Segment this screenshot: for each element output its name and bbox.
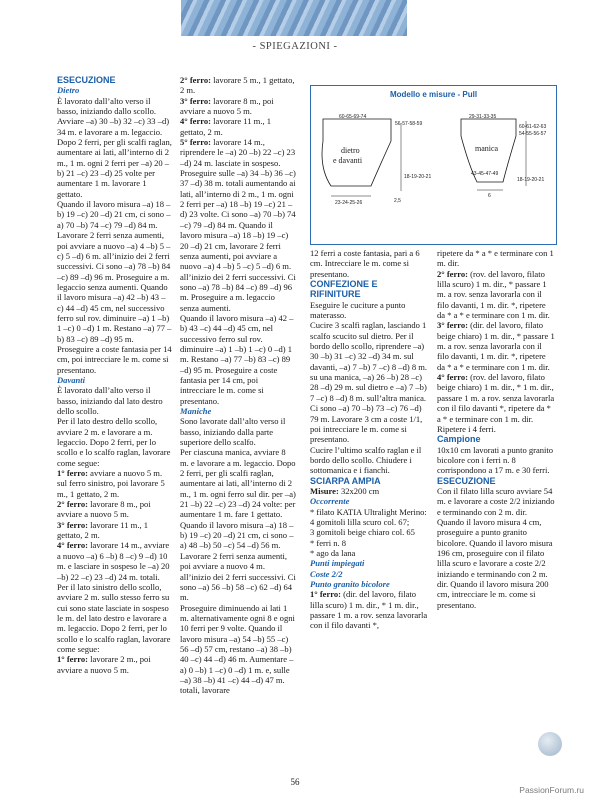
paragraph-text: * filato KATIA Ultralight Merino: xyxy=(310,506,427,517)
paragraph xyxy=(57,582,172,654)
paragraph xyxy=(437,320,555,372)
paragraph xyxy=(180,313,296,406)
paragraph-text: Occorrente xyxy=(310,496,350,507)
paragraph-text: Per ciascuna manica, avviare 8 m. e lavorare a m. legaccio. Dopo 2 ferri, per gli scalfi raglan, aumentare ai lati, all’interno di 2 m., 1 m. ogni ferro sul dir. per –a) 21 –b) 22 –c) 23 –d) 24 volte: per aumentare 1 m. fare 1 gettato. Quando il lavoro misura –a) 18 –b) 19 –c) 20 –d) 21 cm, ci sono –a) 48 –b) 50 –c) 54 –d) 56 m. Lavorare 2 ferri senza aumenti, poi avviare a nuovo 4 m. all’inizio dei 2 ferri successivi. Ci sono –a) 56 –b) 58 –c) 62 –d) 64 m. xyxy=(180,447,296,603)
paragraph xyxy=(57,468,172,499)
paragraph-text: Quando il lavoro misura –a) 18 –b) 19 –c) 20 –d) 21 cm, ci sono –a) 70 –b) 74 –c) 79 –d) 84 m. Lavorare 2 ferri senza aumenti, poi avviare a nuovo –a) 4 –b) 5 –c) 5 –d) 6 m. all’inizio dei 2 ferri successivi. Ci sono –a) 78 –b) 84 –c) 89 –d) 96 m. Proseguire a m. legaccio senza aumenti. Quando il lavoro misura –a) 42 –b) 43 –c) 44 –d) 45 cm, nel successivo ferro sul rov. diminuire –a) 1 –b) 1 –c) 0 –d) 1 m. Restano –a) 77 –b) 83 –c) 89 –d) 95 m. Proseguire a coste fantasia per 14 cm, poi intrecciare le m. come si presentano. xyxy=(57,199,172,375)
paragraph xyxy=(180,447,296,602)
paragraph xyxy=(437,476,555,486)
paragraph xyxy=(180,603,296,696)
row-label: 1° ferro: xyxy=(57,468,89,479)
m-body-side: 18-19-20-21 xyxy=(404,174,432,180)
paragraph xyxy=(180,137,296,168)
paragraph xyxy=(310,300,430,321)
row-label: 3° ferro: xyxy=(57,519,89,530)
paragraph xyxy=(310,517,430,527)
paragraph xyxy=(57,75,172,85)
paragraph xyxy=(310,569,430,579)
paragraph-text: (dir. del lavoro, filato lilla scuro) 1 m. dir., * 1 m. dir., passare 1 m. a rov. senza lavorarla con il filo davanti *, xyxy=(310,589,428,631)
row-label: 2° ferro: xyxy=(57,499,89,510)
paragraph xyxy=(310,320,430,444)
paragraph xyxy=(310,527,430,537)
paragraph-text: Per il lato sinistro dello scollo, avviare 2 m. sullo stesso ferro su cui sono state lasciate in sospeso le m. del lato destro e lavorare a m. legaccio. Dopo 2 ferri, per lo scollo e lo scalfo raglan, lavorare come segue: xyxy=(57,581,171,654)
row-label: 3° ferro: xyxy=(180,95,212,106)
paragraph xyxy=(180,116,296,137)
paragraph-text: * ferri n. 8 xyxy=(310,537,347,548)
paragraph-text: SCIARPA AMPIA xyxy=(310,475,381,486)
paragraph-text: lavorare 11 m., 1 gettato, 2 m. xyxy=(57,519,148,541)
paragraph-text: ESECUZIONE xyxy=(437,475,496,486)
paragraph-text: Maniche xyxy=(180,406,212,416)
paragraph-text: Quando il lavoro misura –a) 42 –b) 43 –c) 44 –d) 45 cm, nel successivo ferro sul rov. diminuire –a) 1 –b) 1 –c) 0 –d) 1 m. Restano –a) 77 –b) 83 –c) 89 –d) 95 m. Proseguire a coste fantasia per 14 cm, poi intrecciare le m. come si presentano. xyxy=(180,312,294,406)
paragraph-text: ripetere da * a * e terminare con 1 m. dir. xyxy=(437,248,554,269)
paragraph xyxy=(57,654,172,675)
row-label: 1° ferro: xyxy=(57,654,89,665)
paragraph xyxy=(57,199,172,375)
paragraph-text: lavorare 2 m., poi avviare a nuovo 5 m. xyxy=(57,654,151,675)
paragraph xyxy=(437,486,555,610)
paragraph xyxy=(310,486,430,496)
paragraph xyxy=(57,540,172,581)
paragraph-text: Coste 2/2 xyxy=(310,568,343,579)
paragraph-text: Dietro xyxy=(57,85,80,96)
paragraph xyxy=(57,375,172,385)
paragraph-text: lavorare 14 m., avviare a nuovo –a) 6 –b) 8 –c) 9 –d) 10 m. e lasciare in sospeso le –a) 20 –b) 22 –c) 23 –d) 24 m. totali. xyxy=(57,540,170,582)
paragraph-text: Cucire 3 scalfi raglan, lasciando 1 scalfo scucito sul dietro. Per il bordo dello scollo, riprendere –a) 30 –b) 31 –c) 32 –d) 34 m. sul davanti, –a) 7 –b) 7 –c) 8 –d) 8 m. su una manica, –a) 26 –b) 28 –c) 28 –d) 29 m. sul dietro e –a) 7 –b) 7 –c) 8 –d) 8 m. sull’altra manica. Ci sono –a) 70 –b) 73 –c) 76 –d) 79 m. Lavorare 3 cm a coste 1/1, poi intrecciare le m. come si presentano. xyxy=(310,320,428,445)
paragraph-text: 3 gomitoli beige chiaro col. 65 xyxy=(310,527,415,538)
paragraph-text: (rov. del lavoro, filato lilla scuro) 1 m. dir., * passare 1 m. a rov. senza lavorarla con il filo davanti, 1 m. dir. *, ripetere da * a * e terminare con 1 m. dir. xyxy=(437,268,550,321)
paragraph-text: lavorare 8 m., poi avviare a nuovo 5 m. xyxy=(180,95,274,117)
row-label: 2° ferro: xyxy=(180,75,212,85)
paragraph xyxy=(180,416,296,447)
paragraph-text: Punti impiegati xyxy=(310,558,365,569)
m-sleeve-right-1: 60-61-62-63 xyxy=(519,124,547,130)
watermark: PassionForum.ru xyxy=(519,785,584,795)
paragraph-text: lavorare 14 m., riprendere le –a) 20 –b) 22 –c) 23 –d) 24 m. lasciate in sospeso. xyxy=(180,137,296,168)
m-bottom-width: 23-24-25-26 xyxy=(335,200,363,206)
body-label-2: e davanti xyxy=(333,156,363,165)
paragraph xyxy=(57,85,172,95)
m-top-width: 60-65-69-74 xyxy=(339,114,367,120)
paragraph-text: lavorare 11 m., 1 gettato, 2 m. xyxy=(180,116,271,137)
paragraph xyxy=(180,406,296,416)
paragraph-text: lavorare 5 m., 1 gettato, 2 m. xyxy=(180,75,295,96)
paragraph-text: È lavorato dall’alto verso il basso, iniziando dal lato destro dello scollo. xyxy=(57,385,163,416)
row-label: 4° ferro: xyxy=(57,540,89,551)
paragraph-text: lavorare 8 m., poi avviare a nuovo 5 m. xyxy=(57,499,151,520)
m-sleeve-top: 29-31-33-35 xyxy=(469,114,497,120)
paragraph-text: 12 ferri a coste fantasia, pari a 6 cm. Intrecciare le m. come si presentano. xyxy=(310,248,420,279)
paragraph-text: (dir. del lavoro, filato beige chiaro) 1 m. dir., * passare 1 m. a rov. senza lavorarla con il filo davanti, 1 m. dir. *, ripetere da * a * e terminare con 1 m. dir. xyxy=(437,320,555,372)
paragraph-text: Eseguire le cuciture a punto materasso. xyxy=(310,299,406,321)
paragraph-text: Davanti xyxy=(57,374,86,385)
paragraph xyxy=(57,520,172,541)
paragraph xyxy=(310,558,430,568)
paragraph-text: Con il filato lilla scuro avviare 54 m. e lavorare a coste 2/2 iniziando e terminando con 2 m. dir. Quando il lavoro misura 4 cm, proseguire a punto granito bicolore. Quando il lavoro misura 196 cm, proseguire con il filato lilla scuro e lavorare a coste 2/2 iniziando e terminando con 2 m. dir. Quando il lavoro misura 200 cm, intrecciare le m. come si presentano. xyxy=(437,485,555,610)
paragraph-text: Punto granito bicolore xyxy=(310,579,390,589)
paragraph-text: Proseguire sulle –a) 34 –b) 36 –c) 37 –d) 38 m. totali aumentando ai lati, all’interno di 2 m., 1 m. ogni 2 ferri per –a) 18 –b) 19 –c) 21 –d) 23 volte. Ci sono –a) 70 –b) 74 –c) 79 –d) 84 m. Quando il lavoro misura –a) 18 –b) 19 –c) 20 –d) 21 cm, lavorare 2 ferri senza aumenti, poi avviare a nuovo –a) 4 –b) 5 –c) 5 –d) 6 m. all’inizio dei 2 ferri successivi. Ci sono –a) 78 –b) 84 –c) 89 –d) 96 m. Proseguire a m. legaccio senza aumenti. xyxy=(180,168,296,313)
m-sleeve-mid: 43-45-47-49 xyxy=(471,171,499,177)
paragraph xyxy=(57,416,172,468)
paragraph-text: avviare a nuovo 5 m. sul ferro sinistro, poi lavorare 5 m., 1 gettato, 2 m. xyxy=(57,468,165,499)
size-diagram xyxy=(310,85,557,245)
section-title: - SPIEGAZIONI - xyxy=(252,41,338,52)
yarn-photo-strip xyxy=(181,0,407,36)
column-2 xyxy=(180,75,296,696)
yarn-ball-icon xyxy=(538,732,562,756)
m-small: 2,5 xyxy=(394,198,401,204)
paragraph-text: È lavorato dall’alto verso il basso, iniziando dallo scollo. Avviare –a) 30 –b) 32 –c) 33 –d) 34 m. e lavorare a m. legaccio. Dopo 2 ferri, per gli scalfi raglan, aumentare ai lati, all’interno di 2 m., 1 m. ogni 2 ferri per –a) 20 –b) 21 –c) 23 –d) 25 volte per aumentare 1 m. lavorare 1 gettato. xyxy=(57,95,172,199)
paragraph-text: Per il lato destro dello scollo, avviare 2 m. e lavorare a m. legaccio. Dopo 2 ferri, per lo scollo e lo scalfo raglan, lavorare come segue: xyxy=(57,416,171,468)
page-number: 56 xyxy=(290,777,300,787)
paragraph xyxy=(437,269,555,321)
row-label: 5° ferro: xyxy=(180,137,212,148)
paragraph xyxy=(310,248,430,279)
paragraph xyxy=(180,96,296,117)
paragraph-text: Proseguire diminuendo ai lati 1 m. alternativamente ogni 8 e ogni 10 ferri per 9 volte. Quando il lavoro misura –a) 54 –b) 55 –c) 56 –d) 57 cm, restano –a) 38 –b) 40 –c) 44 –d) 46 m. Aumentare –a) 0 –b) 1 –c) 0 –d) 1 m. e, sulle –a) 38 –b) 41 –c) 44 –d) 47 m. totali, lavorare xyxy=(180,602,295,696)
paragraph xyxy=(310,445,430,476)
paragraph xyxy=(310,507,430,517)
paragraph xyxy=(310,589,430,630)
paragraph xyxy=(180,168,296,313)
paragraph xyxy=(57,96,172,199)
m-sleeve-cuff: 6 xyxy=(488,193,491,199)
paragraph xyxy=(310,496,430,506)
m-sleeve-side: 18-19-20-21 xyxy=(517,177,545,183)
sleeve-label: manica xyxy=(475,144,499,153)
column-3 xyxy=(310,248,430,631)
paragraph xyxy=(437,445,555,476)
diagram-drawing xyxy=(311,86,556,244)
paragraph-text: * ago da lana xyxy=(310,547,356,558)
paragraph xyxy=(180,75,296,96)
paragraph xyxy=(310,279,430,300)
row-label: Misure: xyxy=(310,485,339,496)
paragraph xyxy=(310,476,430,486)
paragraph xyxy=(57,499,172,520)
row-label: 3° ferro: xyxy=(437,320,469,331)
paragraph xyxy=(310,579,430,589)
body-label-1: dietro xyxy=(341,146,360,155)
paragraph xyxy=(310,548,430,558)
paragraph-text: 4 gomitoli lilla scuro col. 67; xyxy=(310,516,410,527)
paragraph-text: 32x200 cm xyxy=(338,485,380,496)
m-sleeve-right-2: 54-55-56-57 xyxy=(519,131,547,137)
paragraph xyxy=(437,434,555,444)
row-label: 1° ferro: xyxy=(310,589,342,600)
paragraph-text: Campione xyxy=(437,434,481,445)
paragraph xyxy=(57,385,172,416)
paragraph-text: ESECUZIONE xyxy=(57,75,116,85)
column-4 xyxy=(437,248,555,610)
paragraph-text: (rov. del lavoro, filato beige chiaro) 1 m. dir., * 1 m. dir., passare 1 m. a rov. senza lavorarla con il filo davanti *, ripetere da * a * e terminare con 1 m. dir. xyxy=(437,372,555,424)
diagram-title: Modello e misure - Pull xyxy=(389,90,478,99)
paragraph xyxy=(437,372,555,424)
paragraph xyxy=(310,538,430,548)
paragraph xyxy=(437,248,555,269)
m-shoulder: 56-57-58-59 xyxy=(395,121,423,127)
paragraph-text: Cucire l’ultimo scalfo raglan e il bordo dello scollo. Chiudere i sottomanica e i fianchi. xyxy=(310,444,422,476)
paragraph xyxy=(437,424,555,434)
row-label: 4° ferro: xyxy=(437,372,469,383)
paragraph-text: Ripetere i 4 ferri. xyxy=(437,423,496,434)
row-label: 2° ferro: xyxy=(437,268,469,279)
paragraph-text: Sono lavorate dall’alto verso il basso, iniziando dalla parte superiore dello scalfo. xyxy=(180,416,286,448)
column-1 xyxy=(57,75,172,675)
paragraph-text: CONFEZIONE E RIFINITURE xyxy=(310,279,378,300)
paragraph-text: 10x10 cm lavorati a punto granito bicolore con i ferri n. 8 corrispondono a 17 m. e 30 ferri. xyxy=(437,444,554,476)
row-label: 4° ferro: xyxy=(180,116,212,127)
